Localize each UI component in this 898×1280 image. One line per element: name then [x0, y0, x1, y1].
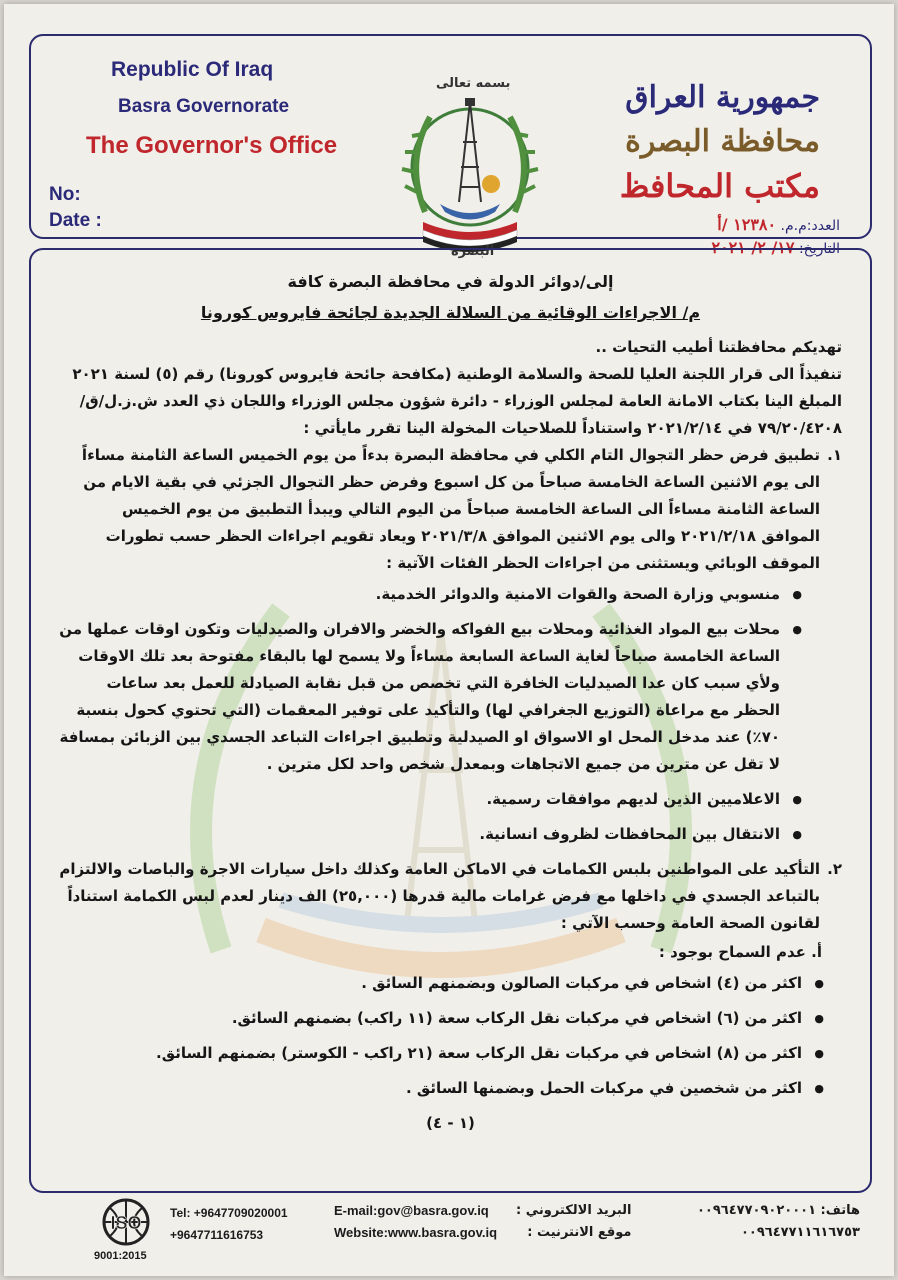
office-name-en: The Governor's Office [86, 132, 338, 159]
list-item: ● اكثر من (٤) اشخاص في مركبات الصالون وبضمنهم السائق . [59, 970, 802, 997]
document-page [4, 4, 894, 1276]
reference-number-label: العدد:م.م. [780, 218, 840, 234]
letter-greeting: تهديكم محافظتنا أطيب التحيات .. [595, 338, 842, 356]
letter-subject: م/ الاجراءات الوقائية من السلالة الجديدة لجائحة فايروس كورونا [200, 303, 701, 322]
footer-phones-en [170, 1202, 288, 1246]
list-item: ● الاعلاميين الذين لديهم موافقات رسمية. [59, 786, 780, 813]
letter-footer [4, 1194, 894, 1276]
reference-number-value: ١٢٣٨٠ /أ [717, 215, 777, 234]
letter-body-frame [29, 248, 872, 1193]
letterhead [29, 34, 872, 259]
governorate-name-en: Basra Governorate [118, 96, 290, 117]
footer-phone-ar-2: ٠٠٩٦٤٧٧١١٦١٦٧٥٣ [740, 1225, 860, 1240]
footer-tel: Tel: +9647709020001 [170, 1206, 288, 1220]
governorate-name-ar: محافظة البصرة [625, 124, 820, 159]
basra-emblem-logo [395, 72, 545, 262]
footer-email: E-mail:gov@basra.gov.iq [334, 1203, 489, 1218]
list-item: ● اكثر من (٨) اشخاص في مركبات نقل الركاب سعة (٢١ راكب - الكوستر) بضمنهم السائق. [59, 1040, 802, 1067]
list-item: ● الانتقال بين المحافظات لظروف انسانية. [59, 821, 780, 848]
footer-email-label-ar: البريد الالكتروني : [516, 1203, 632, 1218]
letter-intro: تنفيذاً الى قرار اللجنة العليا للصحة والسلامة الوطنية (مكافحة جائحة فايروس كورونا) رقم (٥) لسنة ٢٠٢١ المبلغ الينا بكتاب الامانة العامة لمجلس الوزراء - دائرة شؤون مجلس الوزراء واللجان ذي العدد ش.ز.ل/ق/٧٩/٢٠/٤٢٠٨ في ٢٠٢١/٢/١٤ واستناداً للصلاحيات المخولة الينا تقرر مايأتي : [72, 365, 842, 437]
footer-phone-ar: هاتف: ٠٠٩٦٤٧٧٠٩٠٢٠٠٠١ [696, 1203, 860, 1218]
footer-website-label-ar: موقع الانترنيت : [527, 1225, 632, 1240]
clause-2-text: التأكيد على المواطنين بلبس الكمامات في الاماكن العامة وكذلك داخل سيارات الاجرة والباصات والالتزام بالتباعد الجسدي في داخلها مع فرض غرامات مالية قدرها (٢٥,٠٠٠) الف دينار لعدم لبس الكمامة استناداً لقانون الصحة العامة وحسب الآتي : [59, 860, 820, 932]
arabic-letterhead [620, 76, 820, 208]
list-item: ● اكثر من (٦) اشخاص في مركبات نقل الركاب سعة (١١ راكب) بضمنهم السائق. [59, 1005, 802, 1032]
list-item: ● منسوبي وزارة الصحة والقوات الامنية والدوائر الخدمية. [59, 581, 780, 608]
clause-2 [59, 856, 842, 937]
clause-1-text: تطبيق فرض حظر التجوال التام الكلي في محافظة البصرة بدءاً من يوم الخميس الساعة الثامنة مساءاً الى يوم الاثنين الساعة الخامسة صباحاً من كل اسبوع وفرض حظر التجوال الجزئي في بقية الايام من الساعة الثامنة مساءاً الى الساعة الخامسة صباحاً من اليوم التالي ويبدأ التطبيق من يوم الخميس الموافق ٢٠٢١/٢/١٨ والى يوم الاثنين الموافق ٢٠٢١/٣/٨ ويعاد تقويم اجراءات الحظر حسب تطورات الموقف الوبائي ويستثنى من اجراءات الحظر الفئات الآتية : [81, 446, 820, 572]
country-name-en: Republic Of Iraq [111, 58, 274, 81]
svg-text:ISO: ISO [110, 1213, 142, 1233]
footer-contacts-en [334, 1200, 497, 1244]
list-item: ● محلات بيع المواد الغذائية ومحلات بيع الفواكه والخضر والافران والصيدليات وتكون اوقات عملها من الساعة الخامسة صباحاً لغاية الساعة السابعة مساءاً ولا يسمح لها بالبقاء مفتوحة بعد تلك الاوقات ولأي سبب كان عدا الصيدليات الخافرة التي تخصص من قبل نقابة الصيادلة للعمل بعد ساعات الحظر مع مراعاة (التوزيع الجغرافي لها) والتأكيد على توفير المعقمات (التي تحتوي كحول بنسبة ٧٠٪) عند مدخل المحل او الاسواق او الصيدلية وتطبيق اجراءات التباعد الجسدي بين الزبائن بمسافة لا تقل عن مترين من جميع الاتجاهات وبمعدل شخص واحد لكل مترين . [59, 616, 780, 778]
footer-contacts-ar [516, 1200, 631, 1244]
clause-2-subsection-a: أ. عدم السماح بوجود : [658, 943, 822, 961]
reference-number-row [711, 214, 840, 237]
clause-2-number: ٢. [827, 860, 842, 878]
bismillah: بسمه تعالى [436, 76, 511, 91]
clause-2-vehicle-list [59, 970, 842, 1102]
office-name-ar: مكتب المحافظ [619, 167, 820, 205]
country-name-ar: جمهورية العراق [625, 80, 820, 115]
reference-date-value: ١٧/ ٢/ ٢٠٢١ [711, 238, 795, 257]
clause-1-exemptions-list [59, 581, 820, 848]
date-label: Date : [49, 210, 102, 231]
letter-content [59, 268, 842, 1137]
clause-1 [59, 442, 842, 848]
footer-tel-2: +9647711616753 [170, 1228, 264, 1242]
page-number: (١ - ٤) [426, 1114, 475, 1132]
iso-standard-caption: 9001:2015 [94, 1250, 147, 1262]
logo-caption: البصرة [451, 244, 495, 259]
number-label: No: [49, 184, 81, 205]
footer-phones-ar [697, 1200, 860, 1244]
footer-website: Website:www.basra.gov.iq [334, 1225, 498, 1240]
list-item: ● اكثر من شخصين في مركبات الحمل وبضمنها السائق . [59, 1075, 802, 1102]
clause-1-number: ١. [827, 446, 842, 464]
iso-certification-icon [90, 1196, 162, 1250]
letter-recipient: إلى/دوائر الدولة في محافظة البصرة كافة [287, 272, 614, 291]
reference-date-label: التاريخ: [798, 241, 840, 257]
